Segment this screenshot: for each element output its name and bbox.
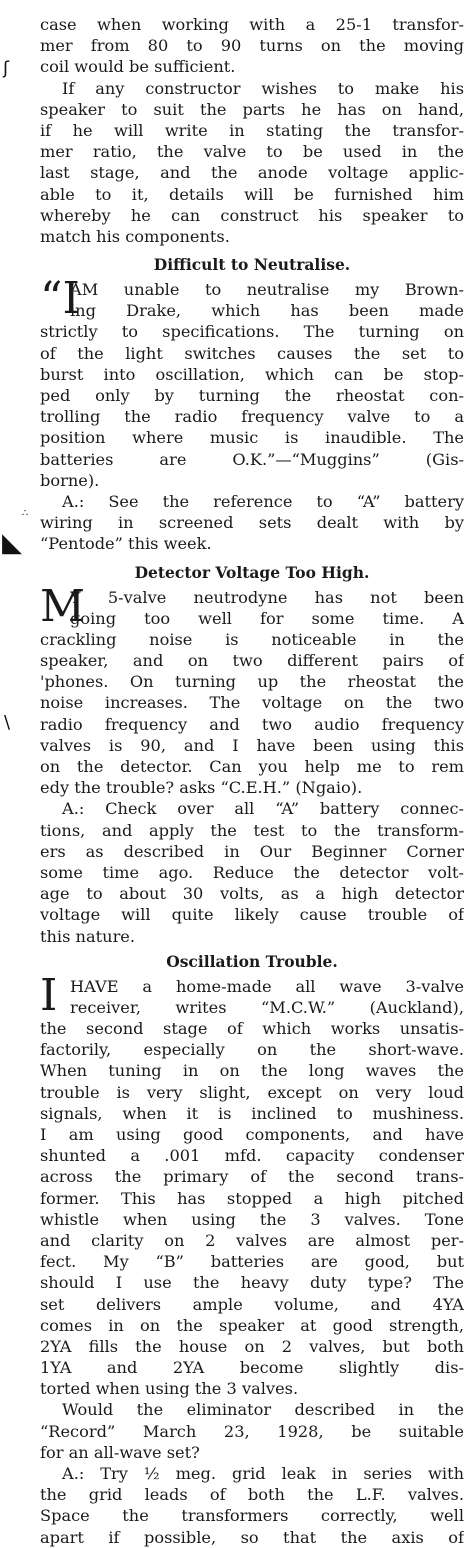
question-line: HAVE a home-made all wave 3-valve <box>70 976 464 996</box>
question-line: fect. My “B” batteries are good, but <box>40 1252 464 1272</box>
question-line: strictly to specifications. The turning on <box>40 322 464 342</box>
intro-line: mer ratio, the valve to be used in the <box>40 142 464 162</box>
question-line: ing Drake, which has been made <box>70 301 464 321</box>
answer-line: voltage will quite likely cause trouble of <box>40 905 464 925</box>
question-line: set delivers ample volume, and 4YA <box>40 1294 464 1314</box>
question-line: of the light switches causes the set to <box>40 343 464 363</box>
margin-mark-top: ʃ <box>3 58 10 79</box>
answer-line: wiring in screened sets dealt with by <box>40 513 464 533</box>
question-line: Y 5-valve neutrodyne has not been <box>70 587 464 607</box>
question-line: When tuning in on the long waves the <box>40 1061 464 1081</box>
question-line: the second stage of which works unsatis- <box>40 1019 464 1039</box>
question-line: torted when using the 3 valves. <box>40 1379 299 1399</box>
question-line: signals, when it is inclined to mushiness. <box>40 1103 464 1123</box>
intro-line: If any constructor wishes to make his <box>62 78 464 98</box>
question-line: batteries are O.K.”—“Muggins” (Gis- <box>40 449 464 469</box>
question-line: crackling noise is noticeable in the <box>40 629 464 649</box>
question-line: trolling the radio frequency valve to a <box>40 407 464 427</box>
question-line: factorily, especially on the short-wave. <box>40 1040 464 1060</box>
question-line: edy the trouble? asks “C.E.H.” (Ngaio). <box>40 778 363 798</box>
question-line: Would the eliminator described in the <box>62 1400 464 1420</box>
drop-cap: “I <box>40 273 80 325</box>
section-heading-detector-voltage: Detector Voltage Too High. <box>134 562 370 582</box>
answer-line: apart if possible, so that the axis of <box>40 1527 464 1547</box>
intro-line: if he will write in stating the transfor- <box>40 120 464 140</box>
answer-line: age to about 30 volts, as a high detector <box>40 884 464 904</box>
intro-line: last stage, and the anode voltage applic- <box>40 163 464 183</box>
section-heading-neutralise: Difficult to Neutralise. <box>153 255 351 275</box>
question-line: on the detector. Can you help me to rem <box>40 757 464 776</box>
question-neutralise <box>40 273 464 325</box>
question-line: 2YA fills the house on 2 valves, but both <box>40 1336 464 1356</box>
question-line: for an all-wave set? <box>40 1442 200 1462</box>
drop-cap: I <box>40 969 58 1021</box>
question-line: AM unable to neutralise my Brown- <box>70 280 464 300</box>
answer-line: this nature. <box>40 926 136 946</box>
margin-mark-ink-blot: ◣ <box>2 528 22 558</box>
margin-mark-dots: ∴ <box>22 508 29 519</box>
question-line: radio frequency and two audio frequency <box>40 714 464 734</box>
question-line: noise increases. The voltage on the two <box>40 693 464 713</box>
question-line: ped only by turning the rheostat con- <box>40 386 464 405</box>
section-heading-oscillation: Oscillation Trouble. <box>166 951 338 971</box>
question-line: valves is 90, and I have been using this <box>40 735 464 755</box>
question-line: should I use the heavy duty type? The <box>40 1273 464 1293</box>
intro-line: coil would be sufficient. <box>40 57 236 77</box>
question-line: former. This has stopped a high pitched <box>40 1188 464 1208</box>
intro-line: mer from 80 to 90 turns on the moving <box>40 36 464 56</box>
question-line: 1YA and 2YA become slightly dis- <box>40 1358 464 1378</box>
answer-line: A.: Check over all “A” battery connec- <box>62 799 464 819</box>
question-line: burst into oscillation, which can be stop- <box>40 364 464 384</box>
question-line: whistle when using the 3 valves. Tone <box>40 1209 464 1229</box>
question-line: going too well for some time. A <box>70 608 464 628</box>
intro-line: speaker to suit the parts he has on hand, <box>40 99 464 119</box>
question-oscillation <box>40 969 464 1021</box>
intro-line: case when working with a 25-1 transfor- <box>40 15 464 34</box>
question-line: borne). <box>40 470 100 490</box>
intro-line: whereby he can construct his speaker to <box>40 205 464 225</box>
answer-line: some time ago. Reduce the detector volt- <box>40 862 464 882</box>
margin-mark-lower: \ <box>4 712 11 733</box>
article-column <box>40 14 464 1548</box>
question-detector-voltage <box>40 580 464 632</box>
question-line: speaker, and on two different pairs of <box>40 651 464 671</box>
intro-line: match his components. <box>40 226 230 246</box>
question-line: shunted a .001 mfd. capacity condenser <box>40 1146 464 1166</box>
question-line: 'phones. On turning up the rheostat the <box>40 672 464 692</box>
answer-line: the grid leads of both the L.F. valves. <box>40 1485 464 1505</box>
question-line: “Record” March 23, 1928, be suitable <box>40 1421 464 1441</box>
question-line: trouble is very slight, except on very loud <box>40 1082 464 1102</box>
question-line: comes in on the speaker at good strength, <box>40 1315 464 1335</box>
question-line: across the primary of the second trans- <box>40 1167 464 1187</box>
question-line: I am using good components, and have <box>40 1125 464 1144</box>
question-line: and clarity on 2 valves are almost per- <box>40 1230 464 1250</box>
answer-line: ers as described in Our Beginner Corner <box>40 841 464 861</box>
answer-line: “Pentode” this week. <box>40 534 212 554</box>
question-line: receiver, writes “M.C.W.” (Auckland), <box>70 997 464 1017</box>
intro-line: able to it, details will be furnished him <box>40 184 464 204</box>
drop-cap: M <box>40 580 86 632</box>
answer-line: tions, and apply the test to the transform- <box>40 820 464 840</box>
answer-line: A.: Try ½ meg. grid leak in series with <box>62 1464 464 1483</box>
answer-line: Space the transformers correctly, well <box>40 1506 464 1526</box>
answer-line: A.: See the reference to “A” battery <box>62 491 464 511</box>
question-line: position where music is inaudible. The <box>40 428 464 448</box>
